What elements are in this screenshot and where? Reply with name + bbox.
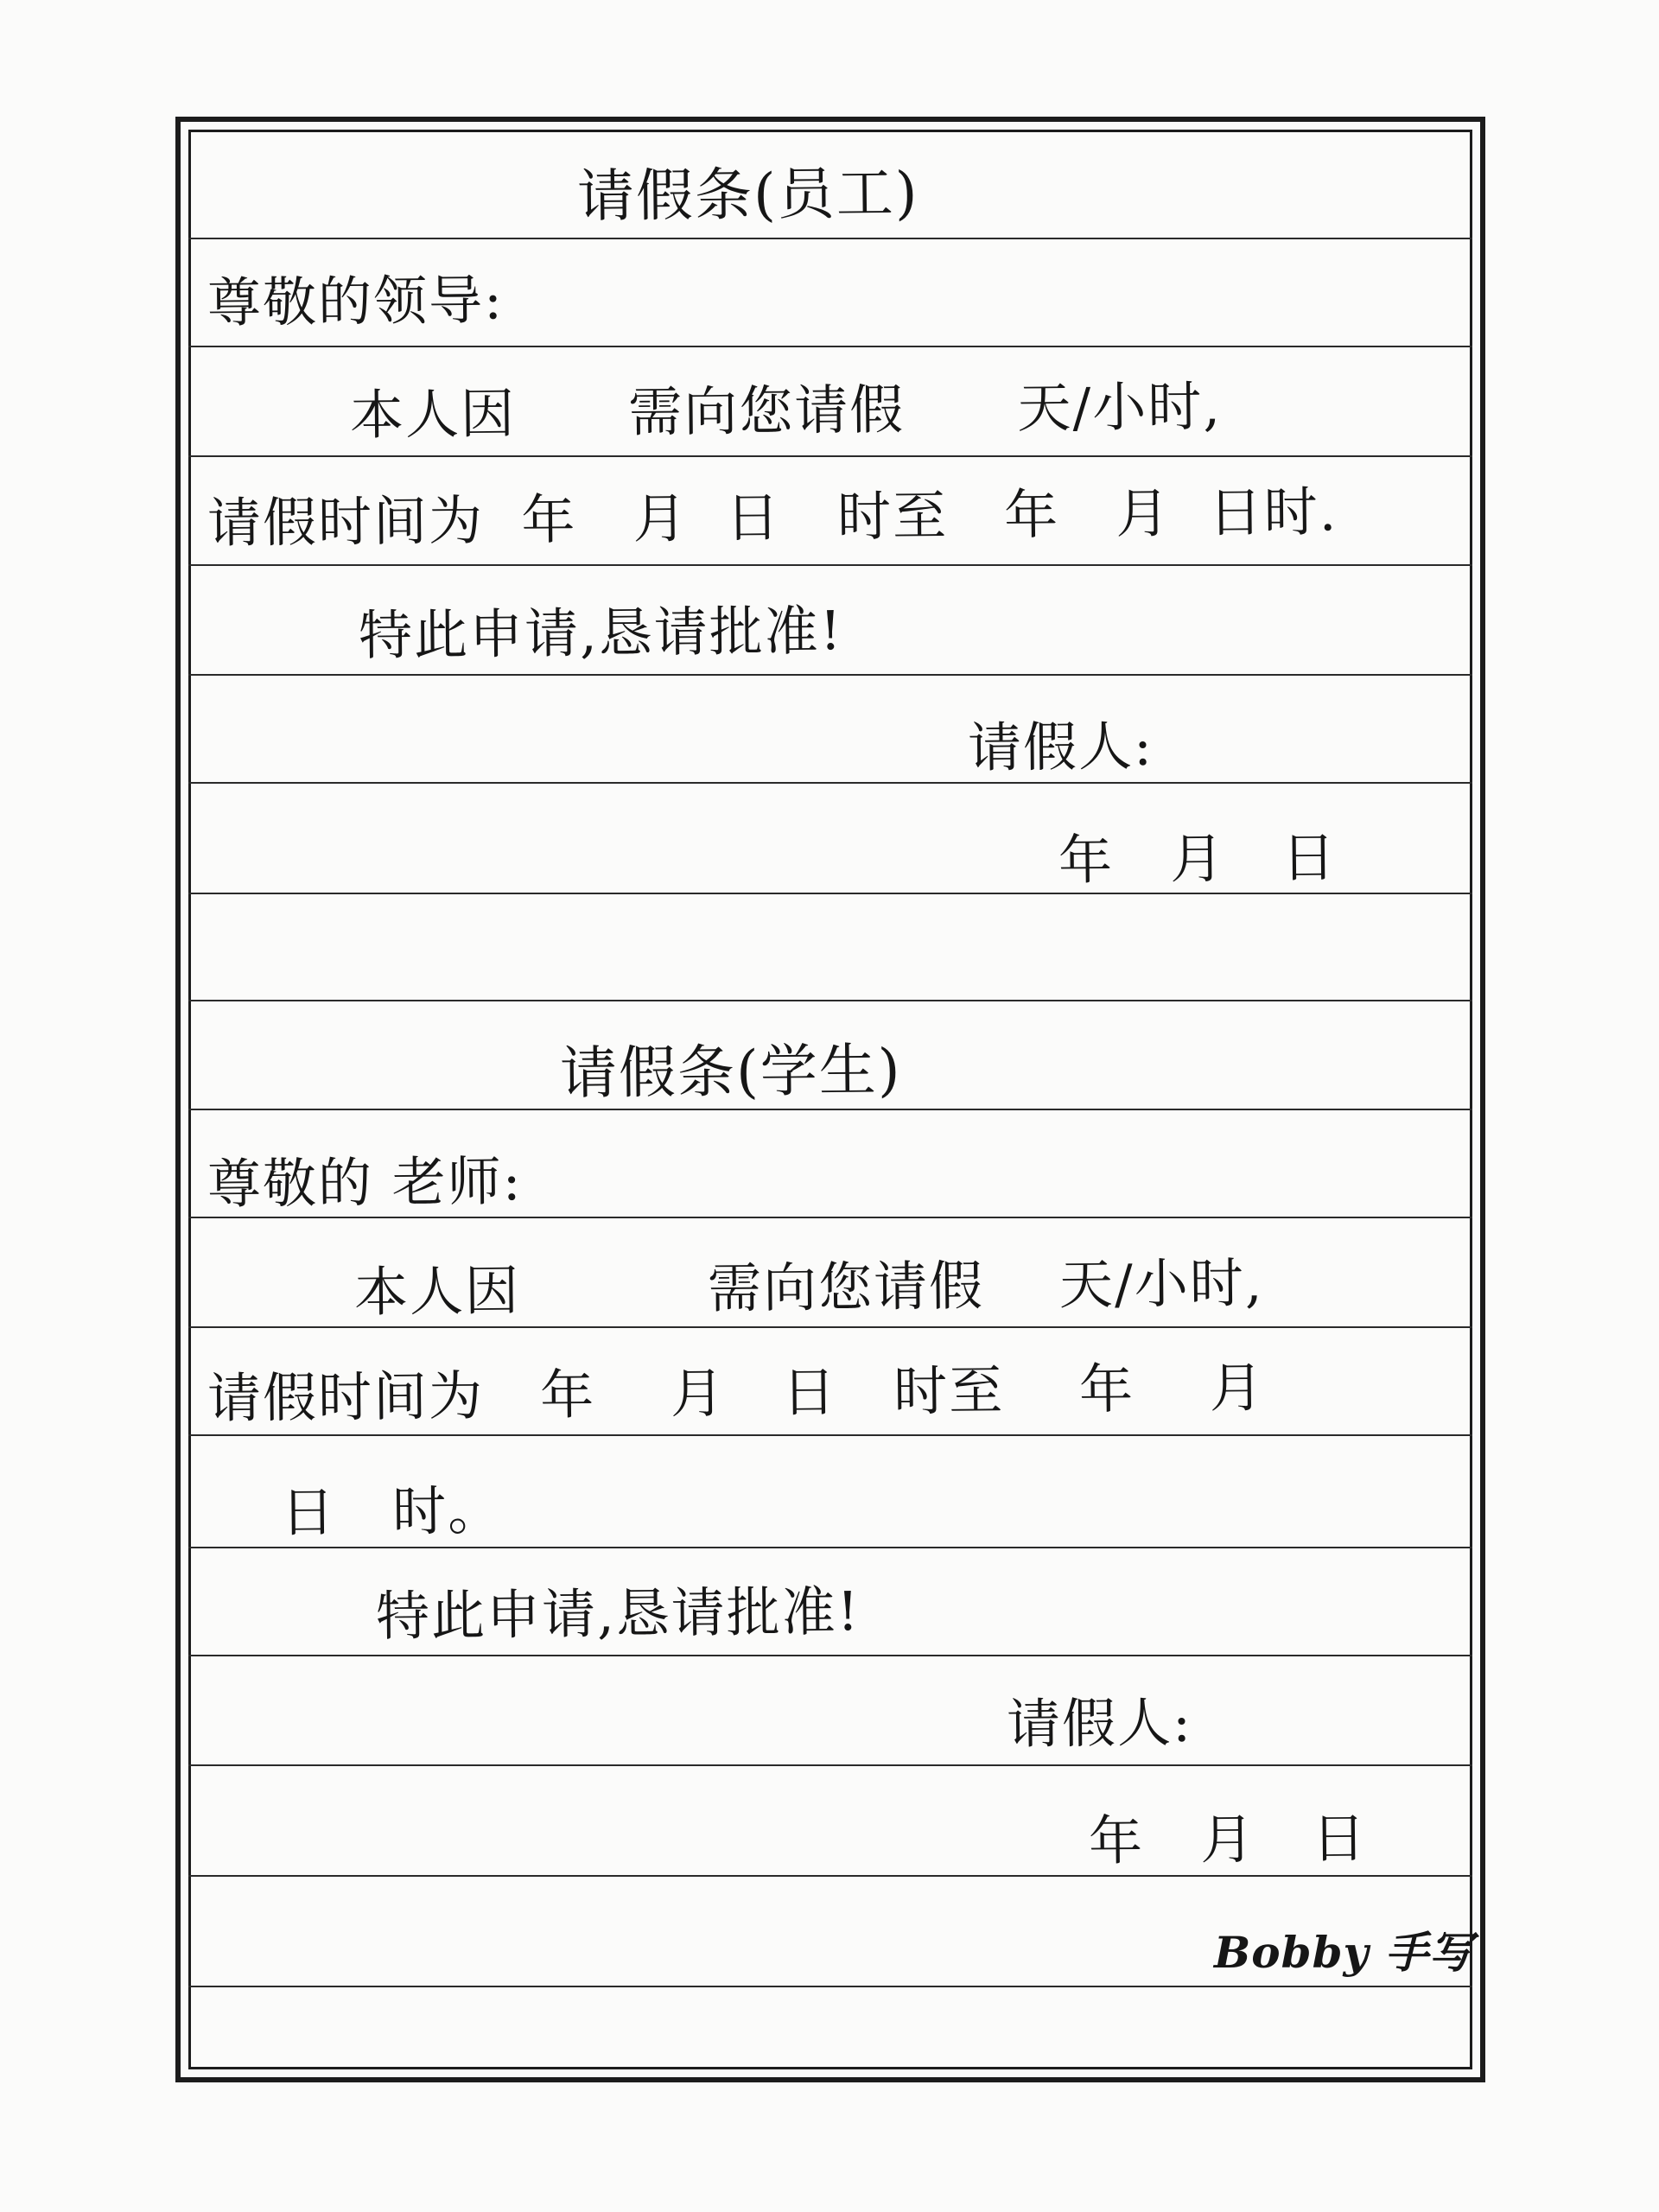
ruled-line [188, 238, 1472, 239]
ruled-line [188, 455, 1472, 457]
ruled-line [188, 1000, 1472, 1001]
ruled-line [188, 1986, 1472, 1987]
student-date-label: 年 月 日 [1088, 1806, 1368, 1872]
student-time-line-continued: 日 时。 [280, 1478, 504, 1544]
student-salutation: 尊敬的 老师: [207, 1149, 523, 1216]
ruled-line [188, 893, 1472, 894]
student-applicant-label: 请假人: [1006, 1690, 1193, 1756]
handwriting-signature: Bobby 手写 [1214, 1927, 1473, 1978]
ruled-line [188, 346, 1472, 347]
employee-salutation: 尊敬的领导: [207, 268, 505, 334]
employee-applicant-label: 请假人: [967, 714, 1154, 779]
ruled-line [188, 1109, 1472, 1110]
employee-date-label: 年 月 日 [1058, 825, 1338, 892]
ruled-line [188, 1655, 1472, 1656]
student-note-title: 请假条(学生) [559, 1036, 902, 1107]
employee-note-title: 请假条(员工) [576, 159, 919, 230]
employee-reason-line: 本人因 需向您请假 天/小时, [349, 374, 1223, 447]
ruled-line [188, 1547, 1472, 1548]
ruled-line [188, 1217, 1472, 1218]
ruled-line [188, 1764, 1472, 1766]
student-closing: 特此申请,恳请批准! [375, 1580, 861, 1648]
ruled-line [188, 1434, 1472, 1436]
ruled-line [188, 674, 1472, 676]
employee-closing: 特此申请,恳请批准! [358, 599, 843, 667]
ruled-line [188, 564, 1472, 566]
ruled-line [188, 782, 1472, 784]
student-time-line: 请假时间为 年 月 日 时至 年 月 [207, 1356, 1266, 1430]
student-reason-line: 本人因 需向您请假 天/小时, [353, 1250, 1264, 1324]
employee-time-line: 请假时间为 年 月 日 时至 年 月 日时. [207, 480, 1338, 555]
ruled-line [188, 1326, 1472, 1328]
ruled-line [188, 1875, 1472, 1877]
